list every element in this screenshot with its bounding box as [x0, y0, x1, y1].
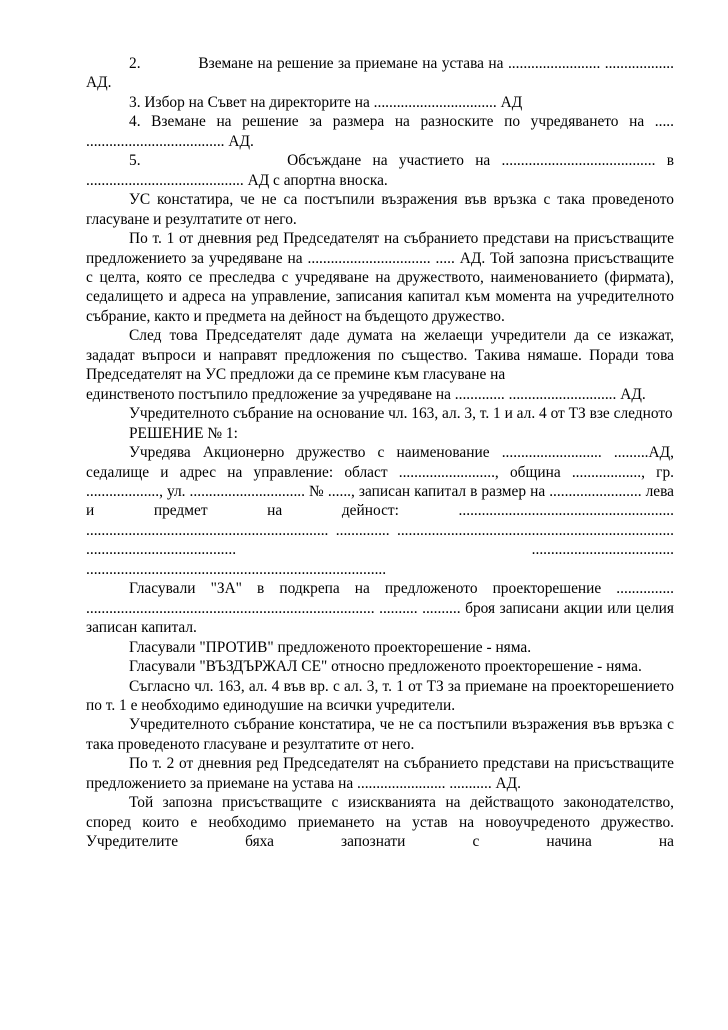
agenda-item-4: 4. Вземане на решение за размера на разноските по учредяването на ..... .................................... АД. — [86, 113, 674, 150]
board-statement-paragraph: УС констатира, че не са постъпили възражения във връзка с така проведеното гласуване и резултатите от него. — [86, 191, 674, 228]
votes-abstain-paragraph: Гласували "ВЪЗДЪРЖАЛ СЕ" относно предложеното проекторешение - няма. — [129, 658, 642, 676]
item-1-presentation-paragraph: По т. 1 от дневния ред Председателят на събранието представи на присъстващите предложението за учредяване на ................................ ..... АД. Той запозна присъстващите с целта, която се преследва с учредяване на дружеството, наименованието (фирмата), седалището и адреса на управление, записания капитал към момента на учредителното събрание, както и предмета на дейност на бъдещото дружество. — [86, 230, 674, 325]
decision-1-heading: РЕШЕНИЕ № 1: — [129, 424, 238, 442]
agenda-item-2: 2. Вземане на решение за приемане на устава на ........................ .................. АД. — [86, 55, 674, 92]
sole-proposal-paragraph: единственото постъпило предложение за учредяване на ............. ............................ АД. — [86, 385, 646, 403]
no-objections-paragraph: Учредителното събрание констатира, че не са постъпили възражения във връзка с така проведеното гласуване и резултатите от него. — [86, 716, 674, 753]
agenda-item-3: 3. Избор на Съвет на директорите на ................................ АД — [129, 93, 523, 111]
legislation-paragraph: Той запозна присъстващите с изискванията на действащото законодателство, според които е необходимо приемането на устав на новоучреденото дружество. Учредителите бяха запознати с начина на — [86, 794, 674, 851]
item-2-presentation-paragraph: По т. 2 от дневния ред Председателят на събранието представи на присъстващите предложението за приемане на устава на ....................... ........... АД. — [86, 755, 674, 792]
unanimity-requirement-paragraph: Съгласно чл. 163, ал. 4 във вр. с ал. 3, т. 1 от ТЗ за приемане на проекторешението по т. 1 е необходимо единодушие на всички учредители. — [86, 677, 674, 714]
decision-1-body: Учредява Акционерно дружество с наименование .......................... .........АД, седалище и адрес на управление: област ........................., община .................., гр. ..................., ул. .............................. № ......, записан капитал в размер на ........................ лева и предмет на дейност: ........................................................ ............................................................... .............. ........................................................................ ....................................... ..................................... .............................................................................. — [86, 444, 674, 578]
votes-for-paragraph: Гласували "ЗА" в подкрепа на предложеното проекторешение ............... ........................................................................... .......... .......... броя записани акции или целия записан капитал. — [86, 580, 674, 637]
votes-against-paragraph: Гласували "ПРОТИВ" предложеното проекторешение - няма. — [129, 638, 532, 656]
assembly-basis-paragraph: Учредителното събрание на основание чл. 163, ал. 3, т. 1 и ал. 4 от ТЗ взе следното — [129, 405, 673, 423]
agenda-item-5: 5. Обсъждане на участието на ........................................ в ......................................... АД с апортна вноска. — [86, 152, 674, 189]
discussion-paragraph: След това Председателят даде думата на желаещи учредители да се изкажат, зададат въпроси и направят предложения по същество. Такива нямаше. Поради това Председателят на УС предложи да се премине към гласуване на — [86, 327, 674, 384]
